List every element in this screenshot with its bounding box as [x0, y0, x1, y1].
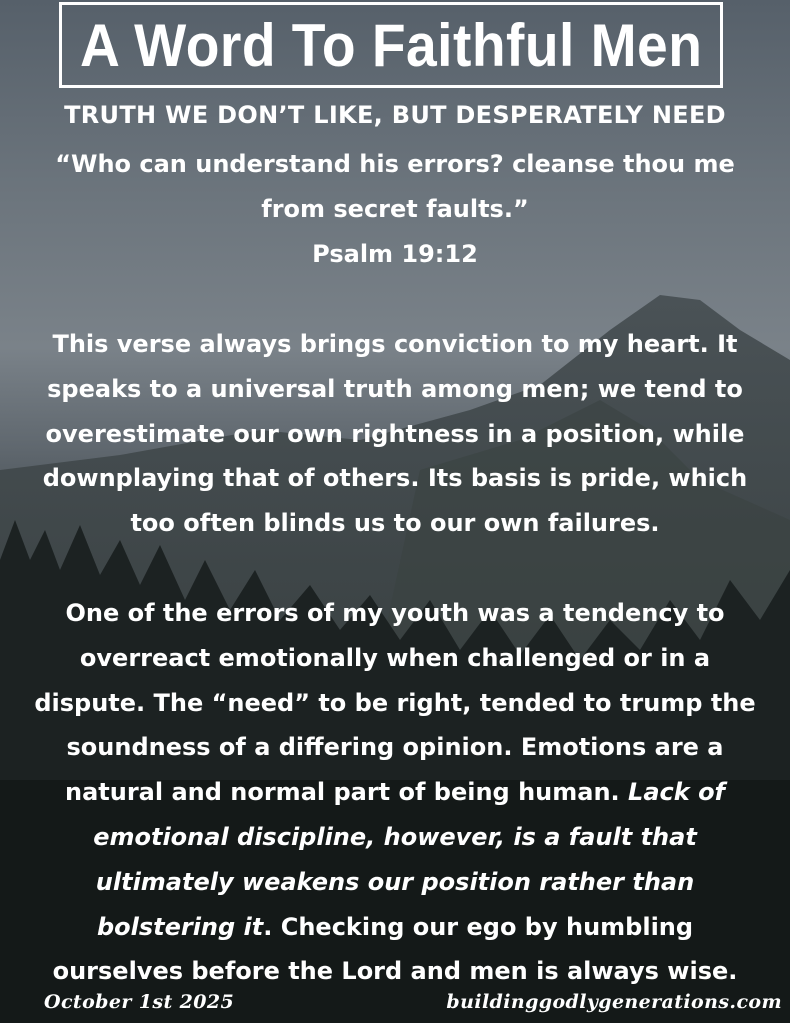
- paragraph-line: One of the errors of my youth was a tendency to: [65, 599, 725, 627]
- plain-text: natural and normal part of being human.: [65, 778, 629, 807]
- emphasis-text: bolstering it: [96, 912, 264, 941]
- quote-line: from secret faults.”: [261, 195, 529, 223]
- paragraph-line: ourselves before the Lord and men is always wise.: [52, 957, 738, 986]
- scripture-quote: [0, 142, 790, 277]
- paragraph-2: [0, 591, 790, 994]
- paragraph-line: too often blinds us to our own failures.: [130, 509, 660, 538]
- emphasis-line: emotional discipline, however, is a fault that: [93, 822, 697, 851]
- paragraph-line: [0, 905, 790, 950]
- quote-reference: Psalm 19:12: [312, 240, 478, 268]
- paragraph-1: [0, 322, 790, 546]
- paragraph-line: downplaying that of others. Its basis is pride, which: [42, 464, 748, 493]
- post-date: October 1st 2025: [44, 991, 235, 1013]
- quote-line: “Who can understand his errors? cleanse thou me: [55, 150, 735, 178]
- emphasis-text: Lack of: [628, 778, 725, 807]
- title-frame: [59, 2, 723, 88]
- website-url: buildinggodlygenerations.com: [446, 991, 782, 1013]
- paragraph-line: This verse always brings conviction to my heart. It: [52, 330, 738, 358]
- paragraph-line: overestimate our own rightness in a position, while: [45, 419, 745, 448]
- paragraph-line: [0, 770, 790, 815]
- subtitle: TRUTH WE DON’T LIKE, BUT DESPERATELY NEED: [64, 101, 726, 129]
- paragraph-line: overreact emotionally when challenged or in a: [79, 643, 711, 672]
- paragraph-line: speaks to a universal truth among men; we tend to: [47, 374, 743, 403]
- emphasis-line: ultimately weakens our position rather than: [95, 867, 695, 896]
- paragraph-line: soundness of a differing opinion. Emotions are a: [66, 733, 724, 762]
- paragraph-line: dispute. The “need” to be right, tended to trump the: [34, 688, 756, 717]
- plain-text: . Checking our ego by humbling: [263, 912, 694, 941]
- page-title: A Word To Faithful Men: [79, 11, 703, 79]
